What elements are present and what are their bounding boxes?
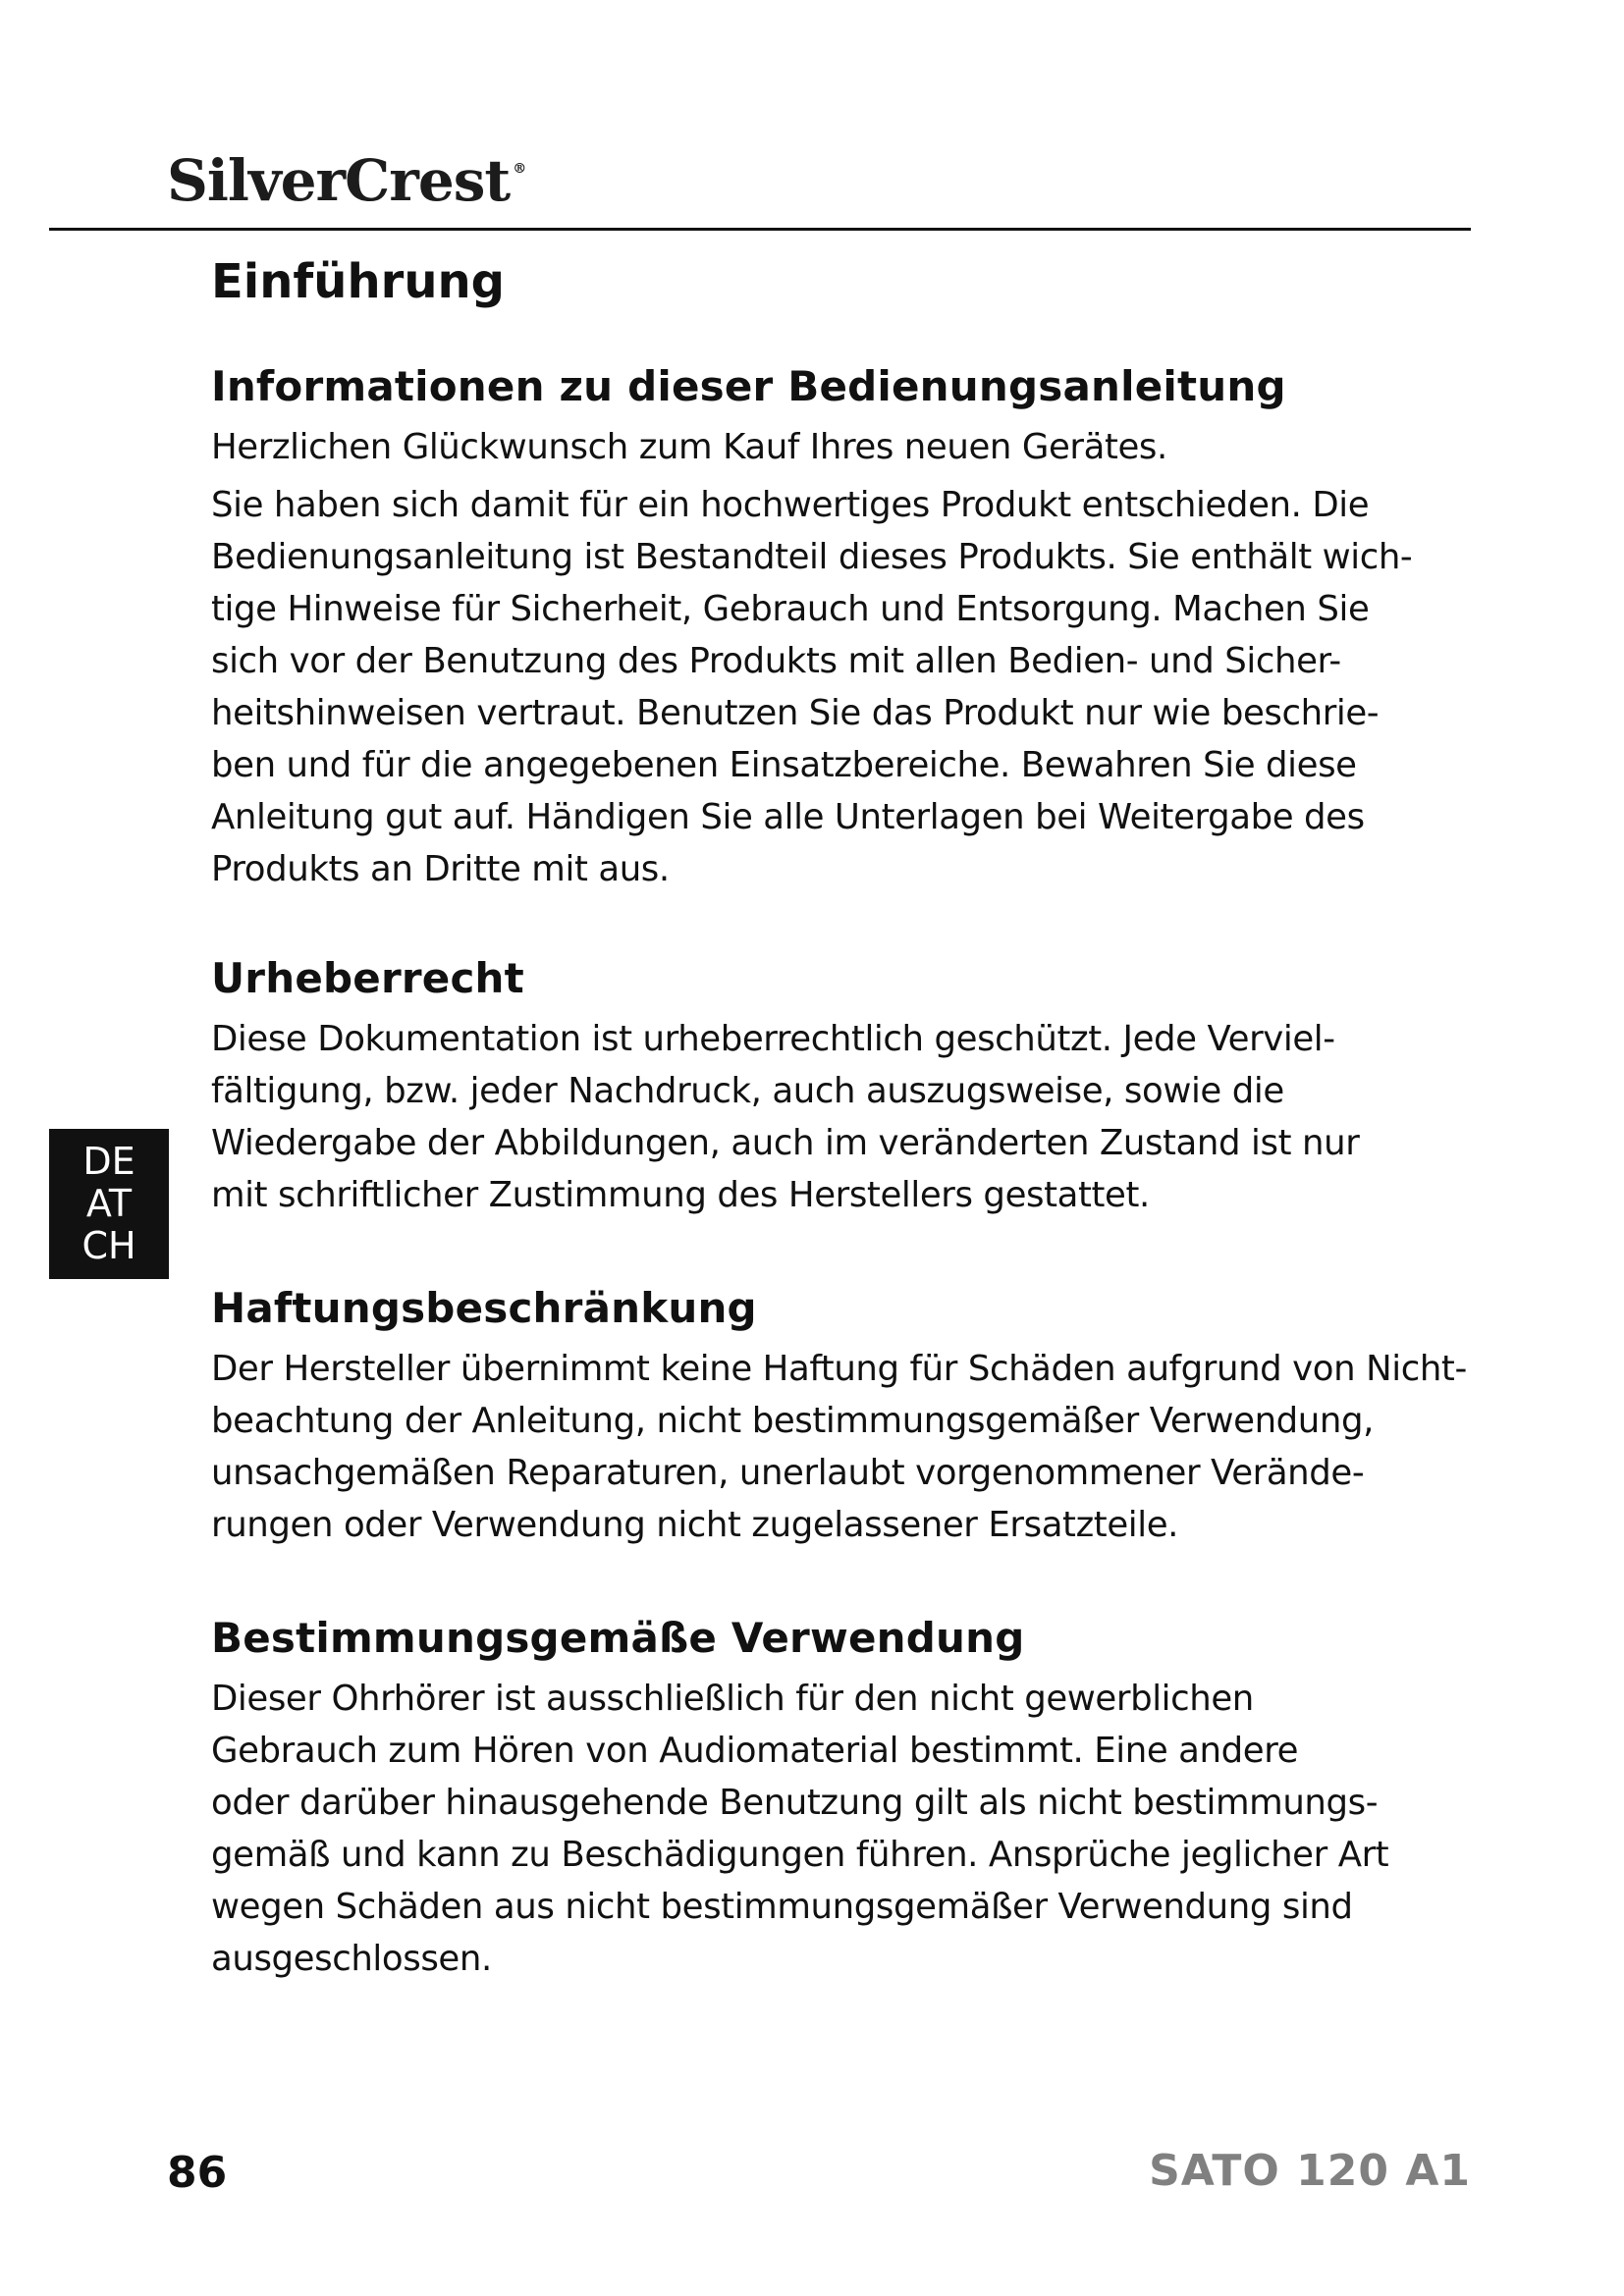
section-heading: Informationen zu dieser Bedienungsanleitung [211,362,1286,410]
text-line: Diese Dokumentation ist urheberrechtlich geschützt. Jede Verviel- [211,1019,1335,1059]
logo-text: SilverCrest [167,147,511,214]
paragraph [211,479,1453,895]
paragraph [211,1343,1467,1551]
main-content [211,358,1467,1985]
text-line: fältigung, bzw. jeder Nachdruck, auch auszugsweise, sowie die [211,1071,1284,1111]
text-line: Gebrauch zum Hören von Audiomaterial bestimmt. Eine andere [211,1731,1299,1771]
registered-mark: ® [513,161,526,177]
text-line: Bedienungsanleitung ist Bestandteil dieses Produkts. Sie enthält wich- [211,537,1413,577]
paragraph [211,1013,1453,1221]
paragraph [211,1673,1453,1985]
text-line: wegen Schäden aus nicht bestimmungsgemäßer Verwendung sind [211,1887,1353,1927]
section-manual-info [211,358,1453,895]
section-heading: Haftungsbeschränkung [211,1284,757,1332]
page-title: Einführung [211,254,506,309]
text-line: ausgeschlossen. [211,1939,492,1979]
model-name: SATO 120 A1 [1149,2146,1471,2196]
text-line: tige Hinweise für Sicherheit, Gebrauch und Entsorgung. Machen Sie [211,589,1370,629]
section-liability [211,1280,1467,1551]
text-line: beachtung der Anleitung, nicht bestimmungsgemäßer Verwendung, [211,1401,1375,1441]
text-line: Sie haben sich damit für ein hochwertiges Produkt entschieden. Die [211,485,1370,525]
language-code: DE [82,1140,135,1183]
text-line: Anleitung gut auf. Händigen Sie alle Unterlagen bei Weitergabe des [211,797,1365,837]
section-intended-use [211,1610,1453,1985]
text-line: sich vor der Benutzung des Produkts mit allen Bedien- und Sicher- [211,641,1341,681]
header-divider [49,228,1471,231]
page-number: 86 [167,2148,228,2198]
text-line: mit schriftlicher Zustimmung des Herstellers gestattet. [211,1175,1150,1215]
section-heading: Bestimmungsgemäße Verwendung [211,1614,1025,1662]
paragraph [211,421,1453,473]
section-heading: Urheberrecht [211,954,524,1002]
language-code: AT [85,1182,133,1225]
text-line: unsachgemäßen Reparaturen, unerlaubt vorgenommener Verände- [211,1453,1365,1493]
text-line: Wiedergabe der Abbildungen, auch im veränderten Zustand ist nur [211,1123,1360,1163]
language-code: CH [81,1224,136,1267]
text-line: oder darüber hinausgehende Benutzung gilt als nicht bestimmungs- [211,1783,1379,1823]
text-line: rungen oder Verwendung nicht zugelassener Ersatzteile. [211,1505,1179,1545]
text-line: ben und für die angegebenen Einsatzbereiche. Bewahren Sie diese [211,745,1357,785]
text-line: Dieser Ohrhörer ist ausschließlich für den nicht gewerblichen [211,1679,1254,1719]
text-line: gemäß und kann zu Beschädigungen führen. Ansprüche jeglicher Art [211,1835,1389,1875]
section-copyright [211,950,1453,1221]
text-line: Produkts an Dritte mit aus. [211,849,670,889]
silvercrest-logo [167,147,525,214]
text-line: Der Hersteller übernimmt keine Haftung für Schäden aufgrund von Nicht- [211,1349,1467,1389]
text-line: heitshinweisen vertraut. Benutzen Sie das Produkt nur wie beschrie- [211,693,1380,733]
text-line: Herzlichen Glückwunsch zum Kauf Ihres neuen Gerätes. [211,427,1167,467]
language-tab [49,1129,169,1279]
